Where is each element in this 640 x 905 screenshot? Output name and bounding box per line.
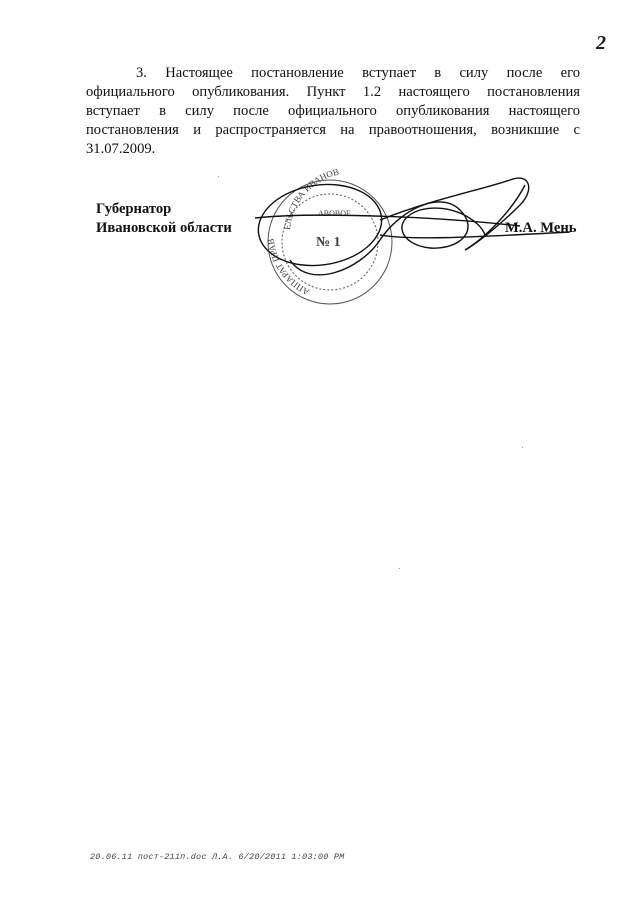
signatory-title-line1: Губернатор [96, 201, 172, 217]
seal-center-text: № 1 [316, 235, 341, 250]
seal-text-top: ЕЛЬСТВА ИВАНОВ [281, 166, 340, 231]
paragraph-line: 31.07.2009. [86, 141, 156, 157]
seal-text-left: АППАРАТ ПРАВ [265, 238, 311, 298]
official-seal [266, 167, 392, 304]
paragraph-line: постановления и распространяется на правоотношения, возникшие с [86, 122, 580, 138]
paragraph-line: 3. Настоящее постановление вступает в силу после его [136, 65, 580, 81]
page-number: 2 [596, 32, 606, 54]
svg-text:ЕЛЬСТВА ИВАНОВ [282, 167, 340, 231]
signatory-name: М.А. Мень [505, 220, 577, 236]
scan-speck [218, 176, 219, 177]
scan-speck [522, 447, 523, 448]
paragraph-line: вступает в силу после официального опубликования настоящего [86, 103, 580, 119]
scan-speck [399, 568, 400, 569]
paragraph-line: официального опубликования. Пункт 1.2 настоящего постановления [86, 84, 580, 100]
resolution-paragraph [86, 64, 580, 159]
seal-text-inner: АВОВОЕ [318, 209, 351, 218]
file-footer: 20.06.11 пост-211п.doc Л.А. 6/20/2011 1:03:00 PM [90, 852, 345, 862]
signatory-title [96, 200, 232, 238]
signatory-title-line2: Ивановской области [96, 220, 232, 236]
